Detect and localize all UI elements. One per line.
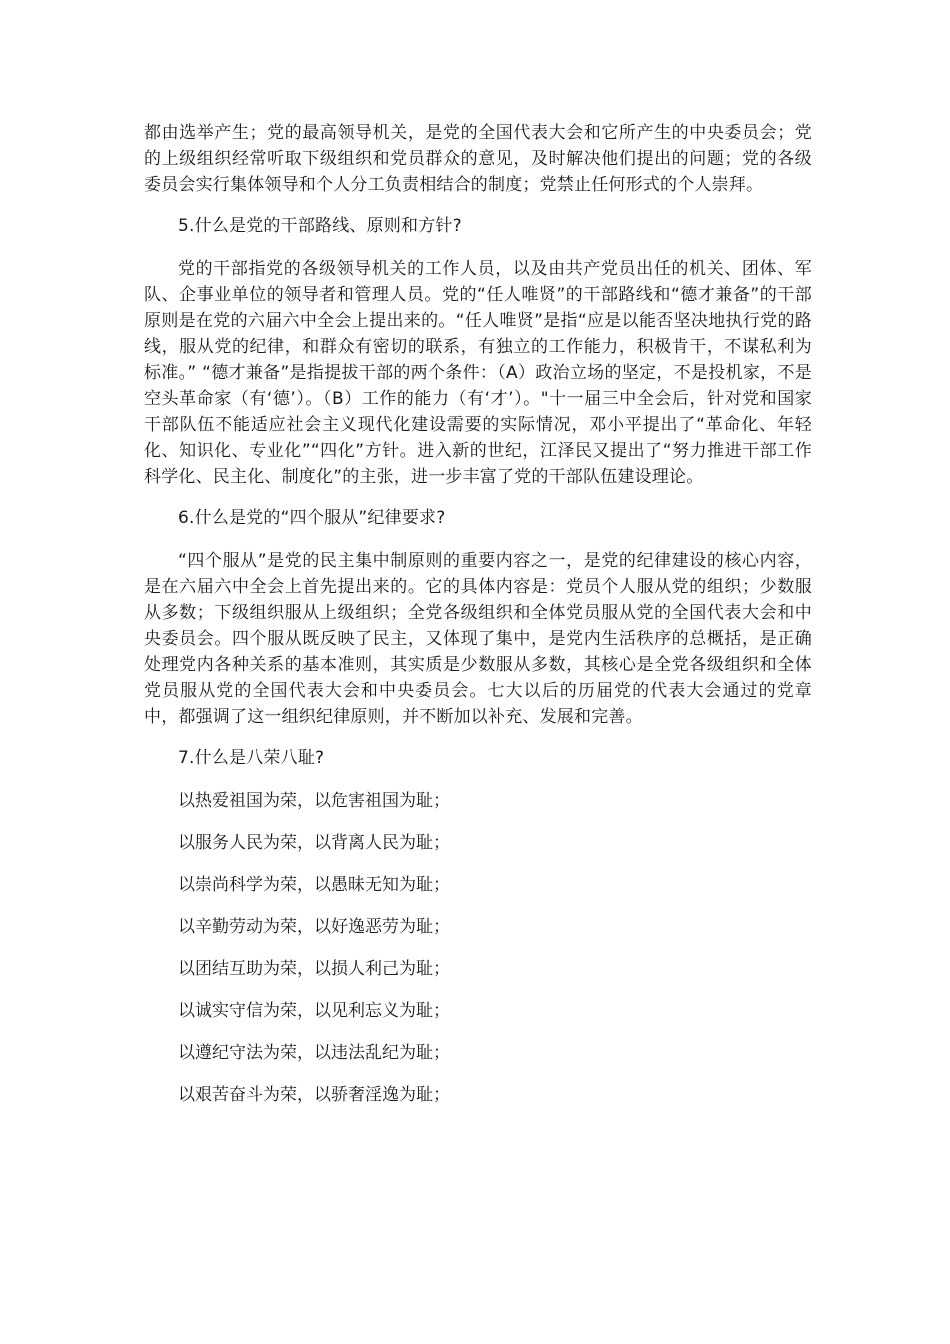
list-item: 以崇尚科学为荣，以愚昧无知为耻； (178, 875, 450, 895)
eight-honors-list (144, 788, 812, 1108)
section-6-body: “四个服从”是党的民主集中制原则的重要内容之一，是党的纪律建设的核心内容，是在六届六中全会上首先提出来的。它的具体内容是：党员个人服从党的组织；少数服从多数；下级组织服从上级组织；全党各级组织和全体党员服从党的全国代表大会和中央委员会。四个服从既反映了民主，又体现了集中，是党内生活秩序的总概括，是正确处理党内各种关系的基本准则，其实质是少数服从多数，其核心是全党各级组织和全体党员服从党的全国代表大会和中央委员会。七大以后的历届党的代表大会通过的党章中，都强调了这一组织纪律原则，并不断加以补充、发展和完善。 (144, 551, 812, 727)
section-7-heading: 7.什么是八荣八耻? (178, 748, 325, 768)
list-item: 以辛勤劳动为荣，以好逸恶劳为耻； (178, 917, 450, 937)
list-item: 以诚实守信为荣，以见利忘义为耻； (178, 1001, 450, 1021)
list-item: 以艰苦奋斗为荣，以骄奢淫逸为耻； (178, 1085, 450, 1105)
list-item: 以团结互助为荣，以损人利己为耻； (178, 959, 450, 979)
intro-paragraph: 都由选举产生；党的最高领导机关，是党的全国代表大会和它所产生的中央委员会；党的上级组织经常听取下级组织和党员群众的意见，及时解决他们提出的问题；党的各级委员会实行集体领导和个人分工负责相结合的制度；党禁止任何形式的个人崇拜。 (144, 123, 812, 195)
list-item: 以遵纪守法为荣，以违法乱纪为耻； (178, 1043, 450, 1063)
section-6-heading: 6.什么是党的“四个服从”纪律要求? (178, 508, 446, 528)
list-item: 以热爱祖国为荣，以危害祖国为耻； (178, 791, 450, 811)
list-item: 以服务人民为荣，以背离人民为耻； (178, 833, 450, 853)
document-page (144, 120, 812, 1108)
section-5-heading: 5.什么是党的干部路线、原则和方针? (178, 216, 462, 236)
section-5-body: 党的干部指党的各级领导机关的工作人员，以及由共产党员出任的机关、团体、军队、企事业单位的领导者和管理人员。党的“任人唯贤”的干部路线和“德才兼备”的干部原则是在党的六届六中全会上提出来的。“任人唯贤”是指“应是以能否坚决地执行党的路线，服从党的纪律，和群众有密切的联系，有独立的工作能力，积极肯干，不谋私利为标准。” “德才兼备”是指提拔干部的两个条件：（A）政治立场的坚定，不是投机家，不是空头革命家（有‘德’）。（B）工作的能力（有‘才’）。"十一届三中全会后，针对党和国家干部队伍不能适应社会主义现代化建设需要的实际情况，邓小平提出了“革命化、年轻化、知识化、专业化”“四化”方针。进入新的世纪，江泽民又提出了“努力推进干部工作科学化、民主化、制度化”的主张，进一步丰富了党的干部队伍建设理论。 (144, 259, 812, 487)
